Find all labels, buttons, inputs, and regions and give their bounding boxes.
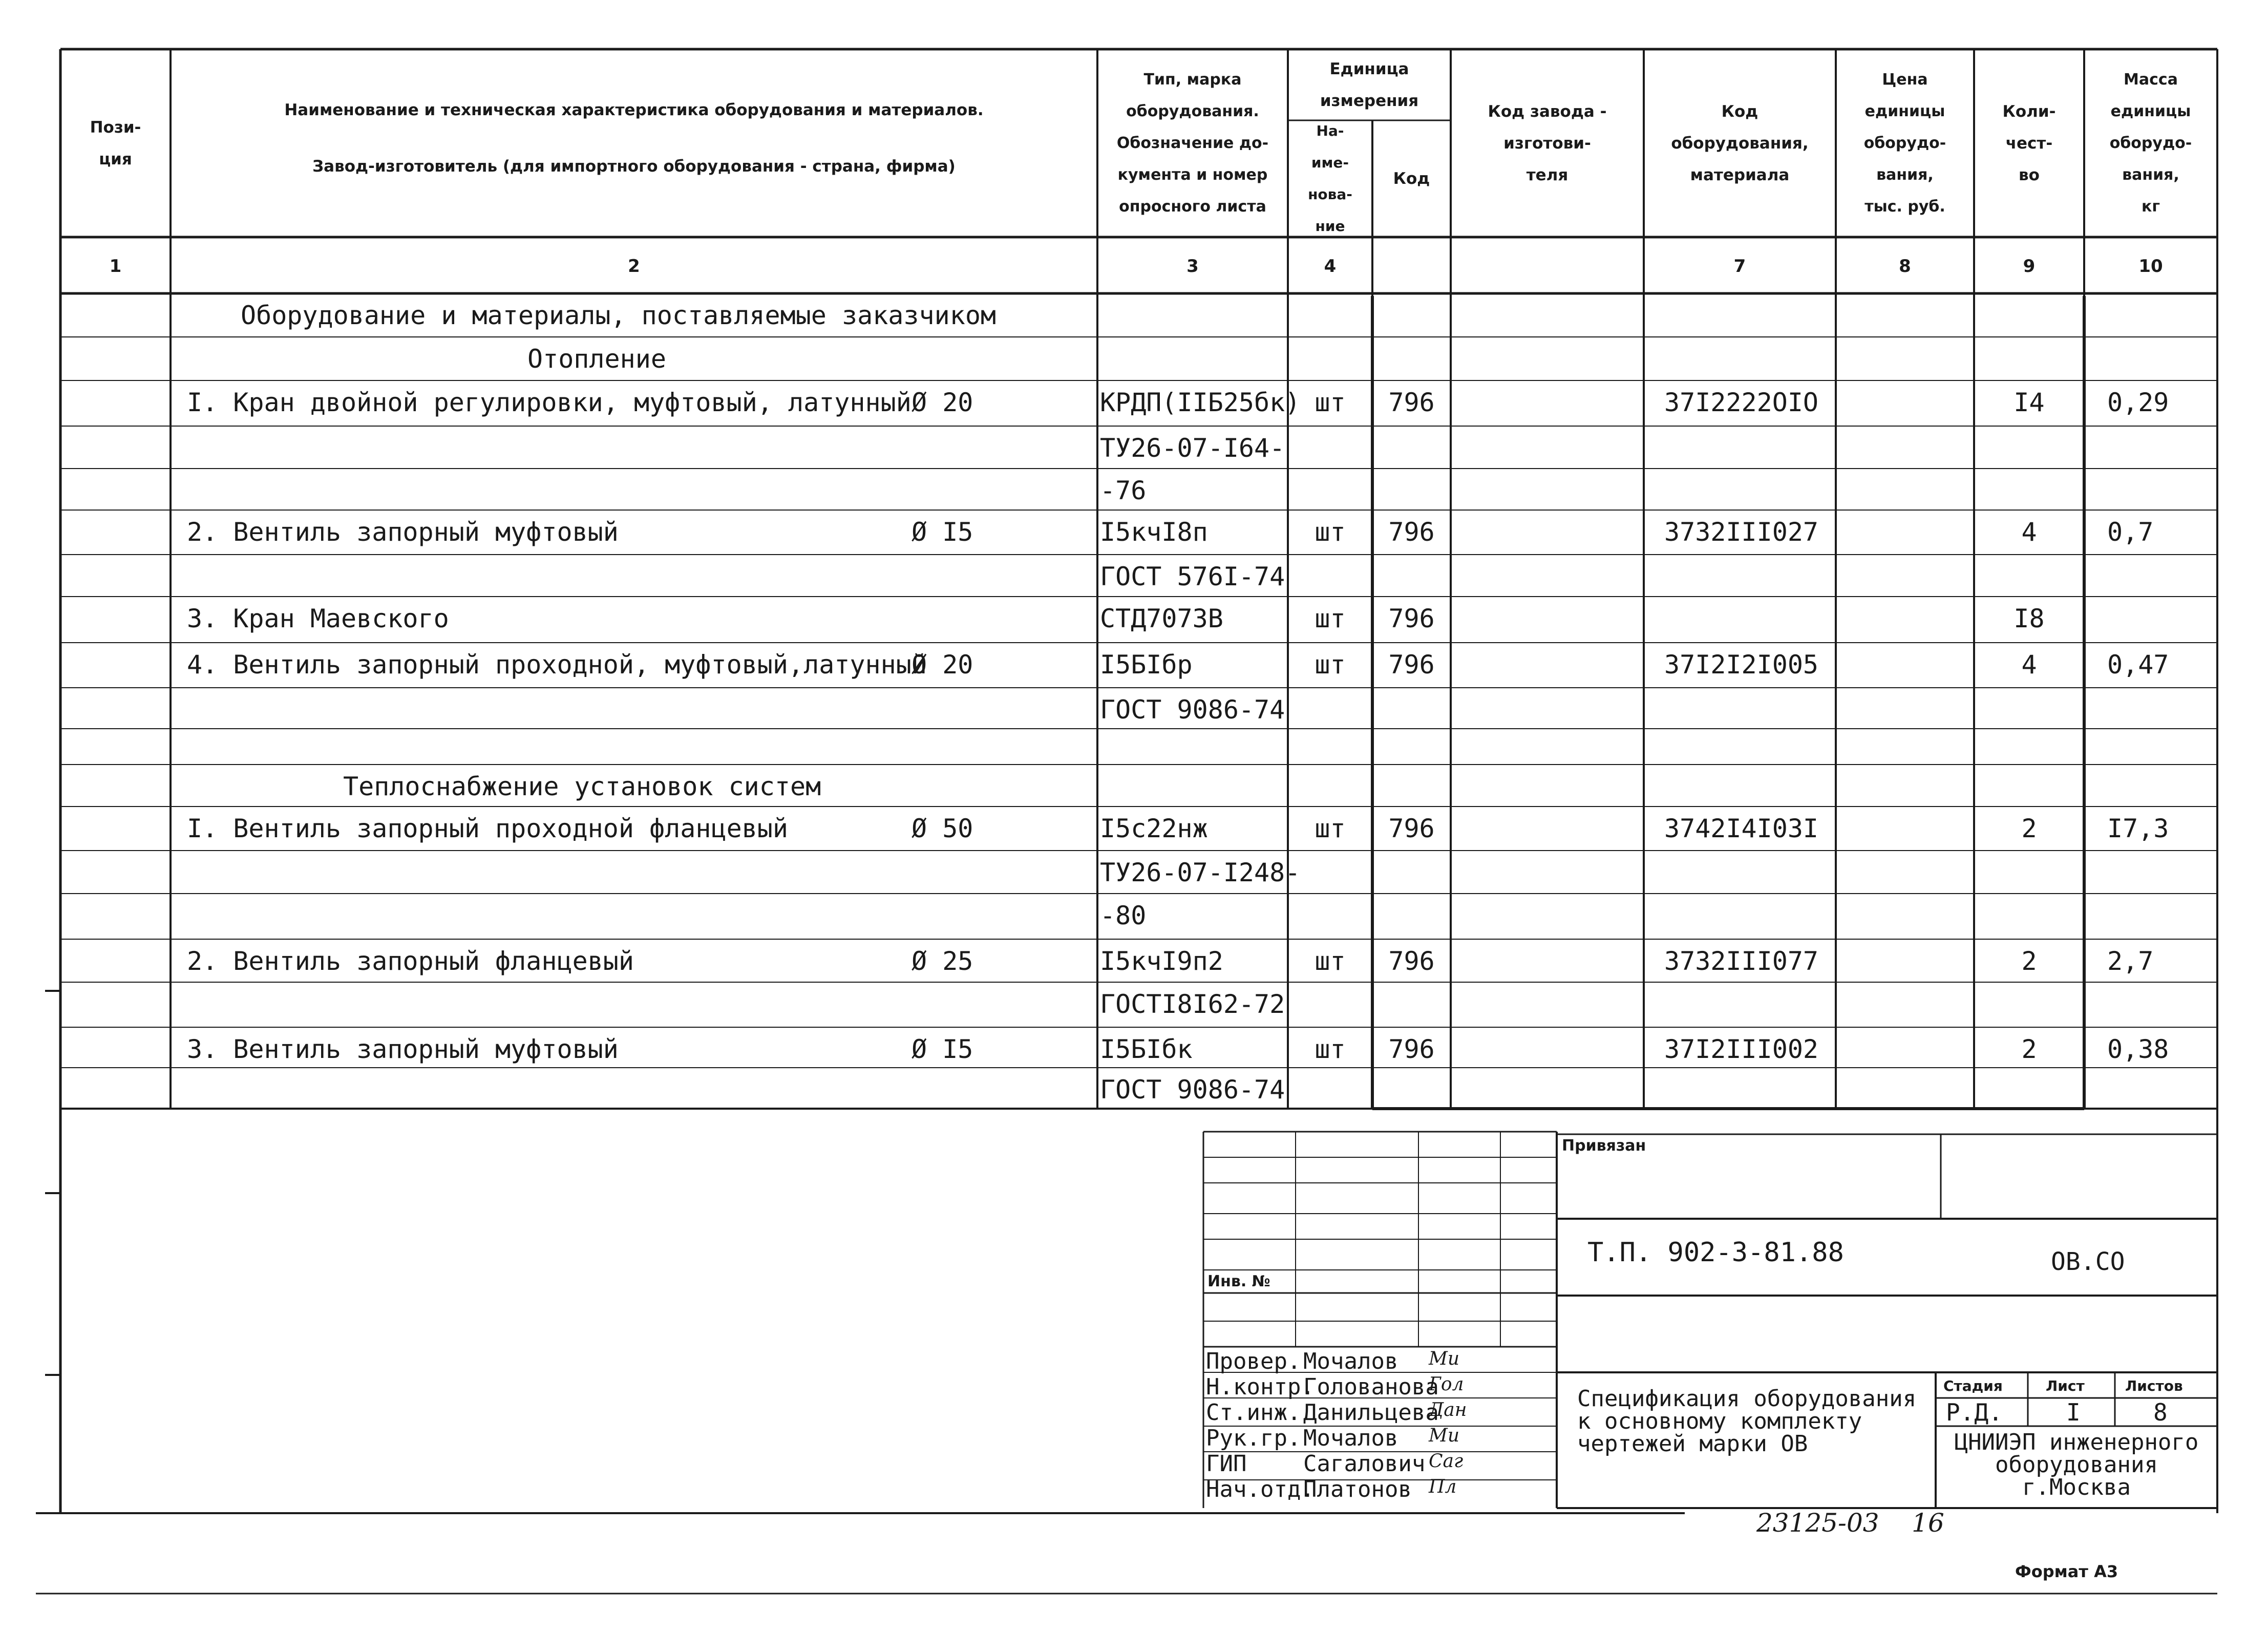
tb-privyazan-label: Привязан	[1562, 1137, 1646, 1155]
format-label: Формат А3	[2015, 1562, 2118, 1581]
tb-signer-role: Рук.гр.	[1206, 1425, 1301, 1451]
row-mass: 2,7	[2107, 946, 2154, 976]
row-quantity: 4	[2021, 517, 2037, 547]
row-type-mark: -80	[1100, 901, 1147, 930]
row-diameter: Ø I5	[912, 517, 973, 547]
row-name: 2. Вентиль запорный фланцевый	[187, 946, 634, 976]
row-quantity: 2	[2021, 814, 2037, 843]
header-type-mark: Тип, марка оборудования. Обозначение до- кумента и номер опросного листа	[1116, 70, 1269, 216]
row-mass: 0,38	[2107, 1034, 2169, 1064]
handwritten-archive-number: 23125-03 16	[1756, 1508, 1944, 1538]
tb-description: Спецификация оборудования к основному комплекту чертежей марки ОВ	[1577, 1386, 1917, 1457]
row-unit: шт	[1315, 388, 1346, 417]
row-unit-code: 796	[1388, 388, 1435, 417]
row-equipment-code: 37I2222OIO	[1664, 388, 1819, 417]
row-type-mark: ГОСТ 576I-74	[1100, 562, 1285, 591]
tb-signer-name: Мочалов	[1303, 1348, 1398, 1374]
tb-signer-role: Ст.инж.	[1206, 1399, 1301, 1426]
row-unit: шт	[1315, 814, 1346, 843]
tb-signature: Пл	[1429, 1476, 1457, 1497]
tb-inv-label: Инв. №	[1207, 1273, 1270, 1290]
row-name: 2. Вентиль запорный муфтовый	[187, 517, 619, 547]
row-name: Оборудование и материалы, поставляемые заказчиком	[241, 301, 997, 330]
tb-signer-role: ГИП	[1206, 1451, 1247, 1477]
row-unit: шт	[1315, 946, 1346, 976]
tb-signature: Ми	[1429, 1425, 1460, 1446]
row-type-mark: -76	[1100, 476, 1147, 505]
tb-signer-name: Платонов	[1303, 1476, 1412, 1502]
header-unit-code: Код	[1393, 169, 1430, 188]
row-type-mark: ТУ26-07-I248-	[1100, 858, 1301, 887]
column-number: 7	[1733, 256, 1746, 277]
row-unit: шт	[1315, 1034, 1346, 1064]
tb-signer-name: Сагалович	[1303, 1451, 1426, 1477]
row-diameter: Ø 20	[912, 650, 973, 680]
tb-signature: Саг	[1429, 1451, 1464, 1472]
row-quantity: 2	[2021, 946, 2037, 976]
row-unit-code: 796	[1388, 814, 1435, 843]
row-unit-code: 796	[1388, 604, 1435, 633]
row-name: 4. Вентиль запорный проходной, муфтовый,латунный	[187, 650, 927, 680]
tb-organization: ЦНИИЭП инженерного оборудования г.Москва	[1954, 1429, 2199, 1500]
tb-sheets: 8	[2153, 1398, 2168, 1426]
row-type-mark: ТУ26-07-I64-	[1100, 433, 1285, 463]
row-unit-code: 796	[1388, 517, 1435, 547]
column-number: 4	[1324, 256, 1337, 277]
header-unit-name: На- име- нова- ние	[1308, 122, 1352, 235]
row-mass: 0,29	[2107, 388, 2169, 417]
row-unit-code: 796	[1388, 650, 1435, 680]
row-diameter: Ø 25	[912, 946, 973, 976]
tb-signature: Ми	[1429, 1348, 1460, 1369]
row-equipment-code: 3732III027	[1664, 517, 1819, 547]
column-number: 1	[109, 256, 122, 277]
row-name: I. Вентиль запорный проходной фланцевый	[187, 814, 788, 843]
row-type-mark: I5кчI8п	[1100, 517, 1208, 547]
tb-signer-role: Провер.	[1206, 1348, 1301, 1374]
row-diameter: Ø I5	[912, 1034, 973, 1064]
tb-sheet: I	[2066, 1398, 2081, 1426]
row-equipment-code: 37I2III002	[1664, 1034, 1819, 1064]
row-quantity: 2	[2021, 1034, 2037, 1064]
row-unit: шт	[1315, 650, 1346, 680]
tb-stage: Р.Д.	[1946, 1398, 2003, 1426]
header-price: Цена единицы оборудо- вания, тыс. руб.	[1863, 70, 1946, 216]
row-unit: шт	[1315, 604, 1346, 633]
row-name: 3. Вентиль запорный муфтовый	[187, 1034, 619, 1064]
tb-signer-name: Данильцева	[1303, 1399, 1439, 1426]
row-equipment-code: 3742I4I03I	[1664, 814, 1819, 843]
row-type-mark: I5БIбр	[1100, 650, 1193, 680]
row-name: 3. Кран Маевского	[187, 604, 449, 633]
header-equipment-code: Код оборудования, материала	[1671, 102, 1809, 184]
row-quantity: 4	[2021, 650, 2037, 680]
row-diameter: Ø 50	[912, 814, 973, 843]
row-unit: шт	[1315, 517, 1346, 547]
column-number: 10	[2138, 256, 2163, 277]
row-type-mark: ГОСТ 9086-74	[1100, 695, 1285, 725]
header-name: Наименование и техническая характеристика оборудования и материалов. Завод-изготовитель (для импортного оборудования - страна, фирма)	[284, 101, 984, 176]
tb-signer-role: Нач.отд.	[1206, 1476, 1315, 1502]
header-mass: Масса единицы оборудо- вания, кг	[2109, 70, 2192, 216]
row-type-mark: I5БIбк	[1100, 1034, 1193, 1064]
row-mass: I7,3	[2107, 814, 2169, 843]
row-type-mark: ГОСТ 9086-74	[1100, 1075, 1285, 1105]
row-unit-code: 796	[1388, 1034, 1435, 1064]
tb-signer-name: Голованова	[1303, 1374, 1439, 1400]
tb-signature: Гол	[1429, 1374, 1464, 1395]
row-type-mark: I5кчI9п2	[1100, 946, 1223, 976]
header-plant-code: Код завода - изготови- теля	[1488, 102, 1607, 184]
tb-doc-number: Т.П. 902-3-81.88	[1587, 1237, 1844, 1268]
column-number: 3	[1186, 256, 1199, 277]
row-mass: 0,7	[2107, 517, 2154, 547]
row-name: Отопление	[527, 344, 666, 374]
row-type-mark: I5с22нж	[1100, 814, 1208, 843]
row-diameter: Ø 20	[912, 388, 973, 417]
row-name: Теплоснабжение установок систем	[343, 772, 821, 801]
tb-sheets-label: Листов	[2125, 1377, 2183, 1394]
header-quantity: Коли- чест- во	[2002, 102, 2056, 184]
header-position: Пози- ция	[90, 118, 141, 168]
tb-signature: Дан	[1429, 1399, 1467, 1420]
column-number: 8	[1899, 256, 1911, 277]
row-type-mark: ГОСТI8I62-72	[1100, 989, 1285, 1019]
row-quantity: I4	[2013, 388, 2045, 417]
row-quantity: I8	[2013, 604, 2045, 633]
row-unit-code: 796	[1388, 946, 1435, 976]
row-name: I. Кран двойной регулировки, муфтовый, латунный	[187, 388, 912, 417]
column-number: 9	[2023, 256, 2036, 277]
tb-signer-name: Мочалов	[1303, 1425, 1398, 1451]
tb-mark: ОВ.СО	[2051, 1247, 2125, 1276]
column-number: 2	[628, 256, 640, 277]
tb-stage-label: Стадия	[1943, 1377, 2003, 1394]
row-type-mark: КРДП(IIБ25бк)	[1100, 388, 1301, 417]
row-equipment-code: 37I2I2I005	[1664, 650, 1819, 680]
tb-sheet-label: Лист	[2046, 1377, 2085, 1394]
row-type-mark: СТД7073В	[1100, 604, 1223, 633]
header-unit-group: Единица измерения	[1320, 59, 1419, 110]
row-mass: 0,47	[2107, 650, 2169, 680]
row-equipment-code: 3732III077	[1664, 946, 1819, 976]
tb-signer-role: Н.контр.	[1206, 1374, 1315, 1400]
